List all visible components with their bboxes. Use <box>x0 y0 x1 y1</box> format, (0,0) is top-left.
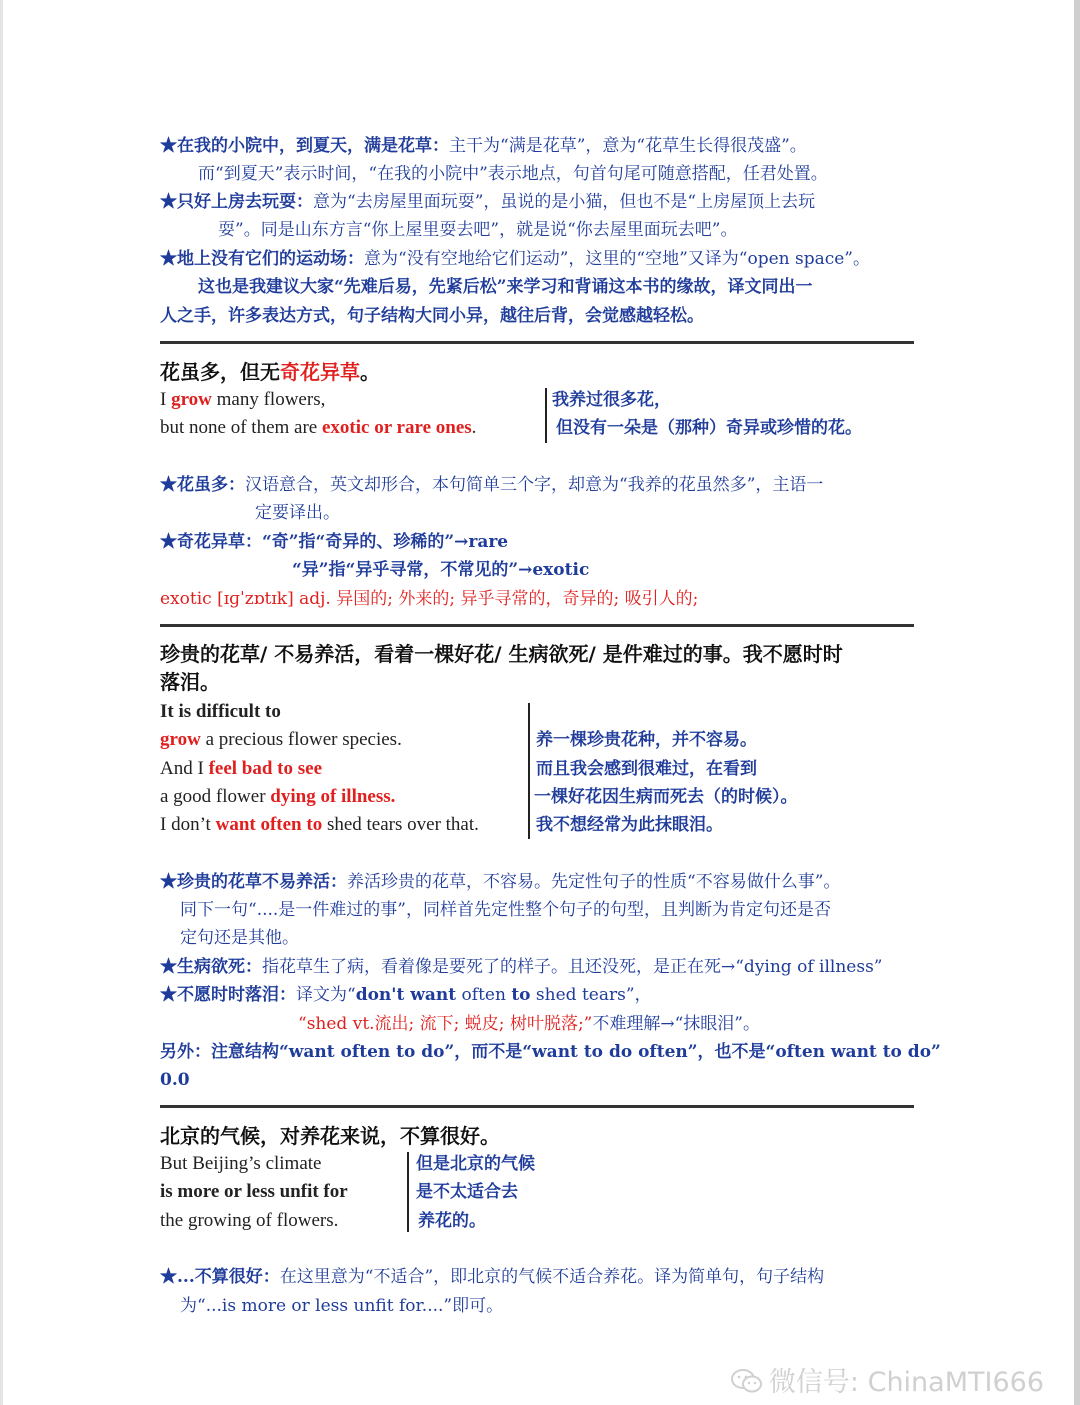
english-line <box>160 783 395 811</box>
section-heading: 落泪。 <box>160 670 220 694</box>
en-highlight: want often to <box>215 814 323 835</box>
section-divider <box>160 1105 914 1108</box>
note-text: 养活珍贵的花草，不容易。先定性句子的性质“不容易做什么事”。 <box>347 872 841 892</box>
column-separator <box>528 703 530 839</box>
en-text: a precious flower species. <box>200 729 402 750</box>
en-highlight: feel bad to see <box>208 758 323 779</box>
english-line: the growing of flowers. <box>160 1210 339 1231</box>
note-text: “shed vt.流出; 流下; 蜕皮; 树叶脱落;” <box>298 1014 593 1034</box>
note-text: 译文为“ <box>296 985 356 1005</box>
note-line <box>160 528 508 556</box>
chinese-line: 而且我会感到很难过，在看到 <box>536 759 757 779</box>
note-line <box>160 471 823 499</box>
column-separator <box>545 388 547 443</box>
column-separator <box>407 1152 409 1232</box>
heading-text: 花虽多，但无 <box>160 360 280 384</box>
note-text: 意为“去房屋里面玩耍”，虽说的是小猫，但也不是“上房屋顶上去玩 <box>313 192 816 212</box>
heading-text: 。 <box>360 360 380 384</box>
section-divider <box>160 341 914 344</box>
english-line <box>160 755 322 783</box>
note-line <box>160 188 815 216</box>
note-line: 定句还是其他。 <box>180 928 299 948</box>
en-text: but none of them are <box>160 417 322 438</box>
page-edge-right <box>1074 0 1080 1405</box>
chinese-line: 我养过很多花， <box>552 390 671 410</box>
note-term: ★花虽多： <box>160 475 245 495</box>
section-heading: 珍贵的花草/ 不易养活，看着一棵好花/ 生病欲死/ 是件难过的事。我不愿时时 <box>160 642 843 666</box>
english-line <box>160 386 325 414</box>
chinese-line: 一棵好花因生病而死去（的时候）。 <box>534 787 798 807</box>
note-text: 在这里意为“不适合”，即北京的气候不适合养花。译为简单句，句子结构 <box>279 1267 825 1287</box>
note-line <box>298 1010 760 1038</box>
note-term: ★在我的小院中，到夏天，满是花草： <box>160 136 449 156</box>
note-line: exotic [ɪɡˈzɒtɪk] adj. 异国的; 外来的; 异乎寻常的，奇异的; 吸引人的; <box>160 589 699 609</box>
note-text: 指花草生了病，看着像是要死了的样子。且还没死，是正在死→“dying of illness” <box>262 957 883 977</box>
note-term: ★不愿时时落泪： <box>160 985 296 1005</box>
en-highlight: grow <box>160 729 201 750</box>
note-term: ★奇花异草： <box>160 532 262 552</box>
note-text: “奇”指“奇异的、珍稀的”→rare <box>262 532 509 552</box>
chinese-line: 但是北京的气候 <box>416 1154 535 1174</box>
note-text: often <box>456 985 512 1005</box>
note-text: 主干为“满是花草”，意为“花草生长得很茂盛”。 <box>449 136 807 156</box>
note-term: ★生病欲死： <box>160 957 262 977</box>
english-line: But Beijing’s climate <box>160 1153 322 1174</box>
note-line: 这也是我建议大家“先难后易，先紧后松”来学习和背诵这本书的缘故，译文同出一 <box>198 277 813 297</box>
watermark <box>731 1360 1044 1399</box>
watermark-text: 微信号: ChinaMTI666 <box>768 1367 1044 1398</box>
english-line <box>160 811 479 839</box>
section-divider <box>160 624 914 627</box>
note-line: 同下一句“....是一件难过的事”，同样首先定性整个句子的句型，且判断为肯定句还是否 <box>180 900 831 920</box>
note-text: to <box>511 985 531 1005</box>
chinese-line: 是不太适合去 <box>416 1182 518 1202</box>
english-line: is more or less unfit for <box>160 1181 348 1202</box>
wechat-icon <box>731 1368 763 1394</box>
note-line: 人之手，许多表达方式，句子结构大同小异，越往后背，会觉感越轻松。 <box>160 306 704 326</box>
note-text: don't want <box>355 985 457 1005</box>
page-edge-left <box>0 0 3 1405</box>
note-line: “异”指“异乎寻常，不常见的”→exotic <box>292 560 590 580</box>
note-text: shed tears”， <box>530 985 652 1005</box>
chinese-line: 养一棵珍贵花种，并不容易。 <box>536 730 757 750</box>
note-term: ★只好上房去玩耍： <box>160 192 313 212</box>
note-line <box>160 1263 824 1291</box>
note-text: 不难理解→“抹眼泪”。 <box>592 1014 761 1034</box>
note-line: 而“到夏天”表示时间，“在我的小院中”表示地点，句首句尾可随意搭配，任君处置。 <box>198 164 828 184</box>
english-line <box>160 414 476 442</box>
note-line: 定要译出。 <box>255 503 340 523</box>
en-text: a good flower <box>160 786 271 807</box>
en-highlight: exotic or rare ones <box>321 417 472 438</box>
en-text: shed tears over that. <box>322 814 479 835</box>
en-text: And I <box>160 758 209 779</box>
chinese-line: 我不想经常为此抹眼泪。 <box>536 815 723 835</box>
note-line <box>160 868 840 896</box>
en-highlight: dying of illness. <box>270 786 396 807</box>
note-line: 耍”。同是山东方言“你上屋里耍去吧”，就是说“你去屋里面玩去吧”。 <box>218 220 738 240</box>
note-line: 另外：注意结构“want often to do”，而不是“want to do often”，也不是“often want to do” <box>160 1042 941 1062</box>
english-line: It is difficult to <box>160 701 281 722</box>
note-line: 0.0 <box>160 1070 190 1090</box>
en-highlight: grow <box>171 389 212 410</box>
chinese-line: 但没有一朵是（那种）奇异或珍惜的花。 <box>556 418 862 438</box>
note-line: 为“...is more or less unfit for....”即可。 <box>180 1296 504 1316</box>
note-line <box>160 981 652 1009</box>
section-heading <box>160 357 380 387</box>
note-text: 汉语意合，英文却形合，本句简单三个字，却意为“我养的花虽然多”，主语一 <box>245 475 824 495</box>
english-line <box>160 726 402 754</box>
section-heading: 北京的气候，对养花来说，不算很好。 <box>160 1124 500 1148</box>
note-text: 意为“没有空地给它们运动”，这里的“空地”又译为“open space”。 <box>364 249 870 269</box>
note-term: ★...不算很好： <box>160 1267 280 1287</box>
en-text: I don’t <box>160 814 216 835</box>
note-term: ★珍贵的花草不易养活： <box>160 872 347 892</box>
note-line <box>160 132 807 160</box>
en-text: I <box>160 389 172 410</box>
en-text: many flowers, <box>211 389 326 410</box>
note-line <box>160 245 870 273</box>
chinese-line: 养花的。 <box>418 1211 486 1231</box>
note-line <box>160 953 882 981</box>
note-term: ★地上没有它们的运动场： <box>160 249 364 269</box>
en-text: . <box>471 417 477 438</box>
heading-highlight: 奇花异草 <box>280 360 360 384</box>
